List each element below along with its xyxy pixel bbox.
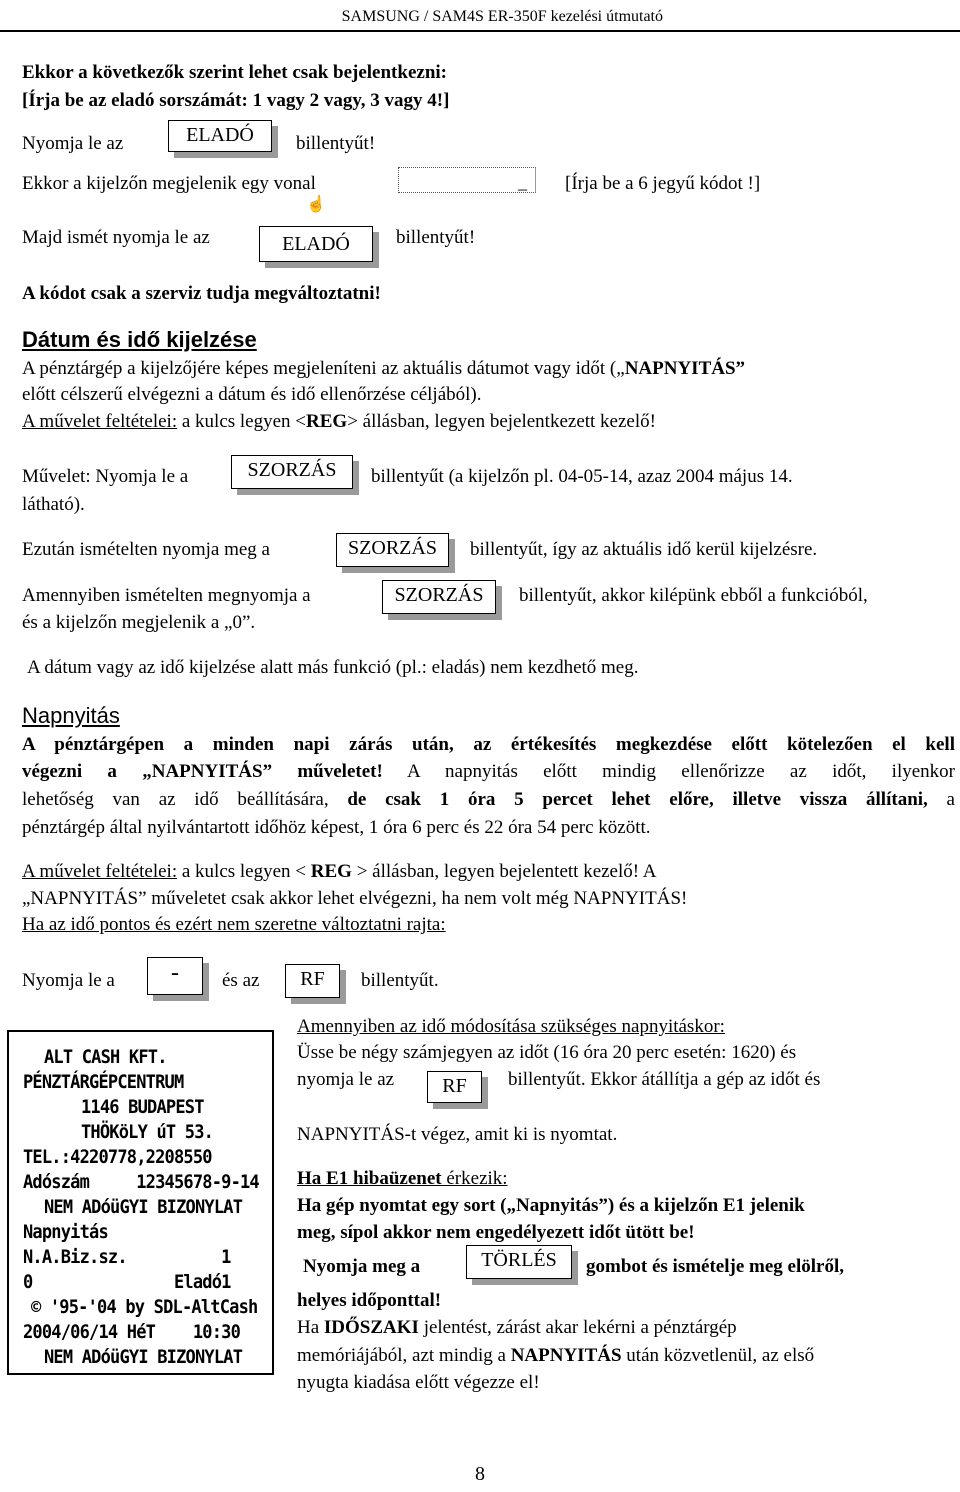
receipt-line: NEM ADóüGYI BIZONYLAT <box>44 1346 243 1369</box>
login-press-post: billentyűt! <box>296 133 376 154</box>
service-note: A kódot csak a szerviz tudja megváltoztatni! <box>22 283 381 304</box>
receipt-line: TEL.:4220778,2208550 <box>23 1146 212 1169</box>
receipt-line: © '95-'04 by SDL-AltCash <box>31 1296 258 1319</box>
modify-label: Amennyiben az idő módosítása szükséges napnyitáskor: <box>297 1016 725 1037</box>
display-line-text: Ekkor a kijelzőn megjelenik egy vonal <box>22 173 316 194</box>
opening-press-text: Nyomja le a <box>22 970 115 991</box>
szorzas-key: SZORZÁS <box>231 455 353 489</box>
modify-line3: NAPNYITÁS-t végez, amit ki is nyomtat. <box>297 1124 618 1145</box>
login-again-post: billentyűt! <box>396 227 476 248</box>
e1-label: Ha E1 hibaüzenet érkezik: <box>297 1168 508 1189</box>
opening-paragraph-line2: végezni a „NAPNYITÁS” műveletet! A napnyitás előtt mindig ellenőrizze az időt, ilyenkor <box>22 761 955 782</box>
elado-key: ELADÓ <box>168 120 272 152</box>
login-press-text: Nyomja le az <box>22 133 124 154</box>
e1-line4: helyes időponttal! <box>297 1290 442 1311</box>
opening-paragraph-line3: lehetőség van az idő beállítására, de csak 1 óra 5 percet lehet előre, illetve vissza állítani, a <box>22 789 955 810</box>
display-cursor: _ <box>518 172 527 192</box>
torles-key: TÖRLÉS <box>466 1245 572 1279</box>
szorzas-key-3: SZORZÁS <box>382 580 496 614</box>
opening-paragraph-line4: pénztárgép által nyilvántartott időhöz képest, 1 óra 6 perc és 22 óra 54 perc között. <box>22 817 651 838</box>
period-line2: memóriájából, azt mindig a NAPNYITÁS után közvetlenül, az első <box>297 1345 815 1366</box>
e1-press-post: gombot és ismételje meg elölről, <box>586 1256 844 1277</box>
period-line3: nyugta kiadása előtt végezze el! <box>297 1372 540 1393</box>
receipt-line: 2004/06/14 HéT 10:30 <box>23 1321 241 1344</box>
e1-press-text: Nyomja meg a <box>303 1256 421 1277</box>
opening-press-post: billentyűt. <box>361 970 439 991</box>
login-again-text: Majd ismét nyomja le az <box>22 227 210 248</box>
header-title: SAMSUNG / SAM4S ER-350F kezelési útmutató <box>341 8 663 25</box>
datetime-operation-post: billentyűt (a kijelzőn pl. 04-05-14, azaz 2004 május 14. <box>371 466 793 487</box>
opening-paragraph-line1: A pénztárgépen a minden napi zárás után, az értékesítés megkezdése előtt kötelezően el kell <box>22 734 955 755</box>
page-header <box>0 0 960 32</box>
pointing-hand-icon: ☝ <box>306 196 326 213</box>
opening-conditions: A művelet feltételei: a kulcs legyen < REG > állásban, legyen bejelentett kezelő! A <box>22 861 657 882</box>
receipt-line: Napnyitás <box>23 1221 108 1244</box>
period-line1: Ha IDŐSZAKI jelentést, zárást akar lekérni a pénztárgép <box>297 1317 737 1338</box>
receipt-line: 0 Eladó1 <box>23 1271 231 1294</box>
datetime-note: A dátum vagy az idő kijelzése alatt más funkció (pl.: eladás) nem kezdhető meg. <box>27 657 639 678</box>
receipt-line: NEM ADóüGYI BIZONYLAT <box>44 1196 243 1219</box>
login-intro: Ekkor a következők szerint lehet csak bejelentkezni: <box>22 62 447 83</box>
datetime-paragraph-line1: A pénztárgép a kijelzőjére képes megjeleníteni az aktuális dátumot vagy időt („NAPNYITÁS” <box>22 358 746 379</box>
minus-key: - <box>147 957 203 995</box>
rf-key: RF <box>285 964 340 998</box>
receipt-line: PÉNZTÁRGÉPCENTRUM <box>23 1071 184 1094</box>
receipt-line: 1146 BUDAPEST <box>81 1096 204 1119</box>
datetime-exit: Amennyiben ismételten megnyomja a <box>22 585 311 606</box>
login-instruction: [Írja be az eladó sorszámát: 1 vagy 2 vagy, 3 vagy 4!] <box>22 90 450 111</box>
opening-exact-label: Ha az idő pontos és ezért nem szeretne változtatni rajta: <box>22 914 446 935</box>
receipt-line: ALT CASH KFT. <box>44 1046 167 1069</box>
datetime-exit-post: billentyűt, akkor kilépünk ebből a funkcióból, <box>519 585 868 606</box>
datetime-then: Ezután ismételten nyomja meg a <box>22 539 270 560</box>
opening-press-mid: és az <box>222 970 260 991</box>
rf-key-2: RF <box>427 1071 482 1103</box>
modify-press-post: billentyűt. Ekkor átállítja a gép az időt és <box>508 1069 821 1090</box>
code-hint: [Írja be a 6 jegyű kódot !] <box>565 173 761 194</box>
receipt-line: Adószám 12345678-9-14 <box>23 1171 259 1194</box>
elado-key-2: ELADÓ <box>259 226 373 262</box>
receipt-line: THÖKöLY úT 53. <box>81 1121 214 1144</box>
datetime-conditions: A művelet feltételei: a kulcs legyen <REG> állásban, legyen bejelentkezett kezelő! <box>22 411 656 432</box>
modify-line1: Üsse be négy számjegyen az időt (16 óra 20 perc esetén: 1620) és <box>297 1042 797 1063</box>
receipt-printout <box>7 1030 274 1375</box>
szorzas-key-2: SZORZÁS <box>336 533 449 567</box>
datetime-paragraph-line2: előtt célszerű elvégezni a dátum és idő ellenőrzése céljából). <box>22 384 482 405</box>
page-number: 8 <box>475 1463 485 1485</box>
e1-line2: meg, sípol akkor nem engedélyezett időt ütött be! <box>297 1222 695 1243</box>
receipt-line: N.A.Biz.sz. 1 <box>23 1246 231 1269</box>
datetime-exit-post2: és a kijelzőn megjelenik a „0”. <box>22 612 256 633</box>
datetime-operation: Művelet: Nyomja le a <box>22 466 189 487</box>
datetime-operation-post2: látható). <box>22 494 85 515</box>
display-box <box>398 167 536 193</box>
datetime-then-post: billentyűt, így az aktuális idő kerül kijelzésre. <box>470 539 818 560</box>
datetime-heading: Dátum és idő kijelzése <box>22 327 257 352</box>
opening-heading: Napnyitás <box>22 703 120 728</box>
e1-line1: Ha gép nyomtat egy sort („Napnyitás”) és a kijelzőn E1 jelenik <box>297 1195 805 1216</box>
opening-conditions-line2: „NAPNYITÁS” műveletet csak akkor lehet elvégezni, ha nem volt még NAPNYITÁS! <box>22 888 688 909</box>
modify-press-text: nyomja le az <box>297 1069 395 1090</box>
